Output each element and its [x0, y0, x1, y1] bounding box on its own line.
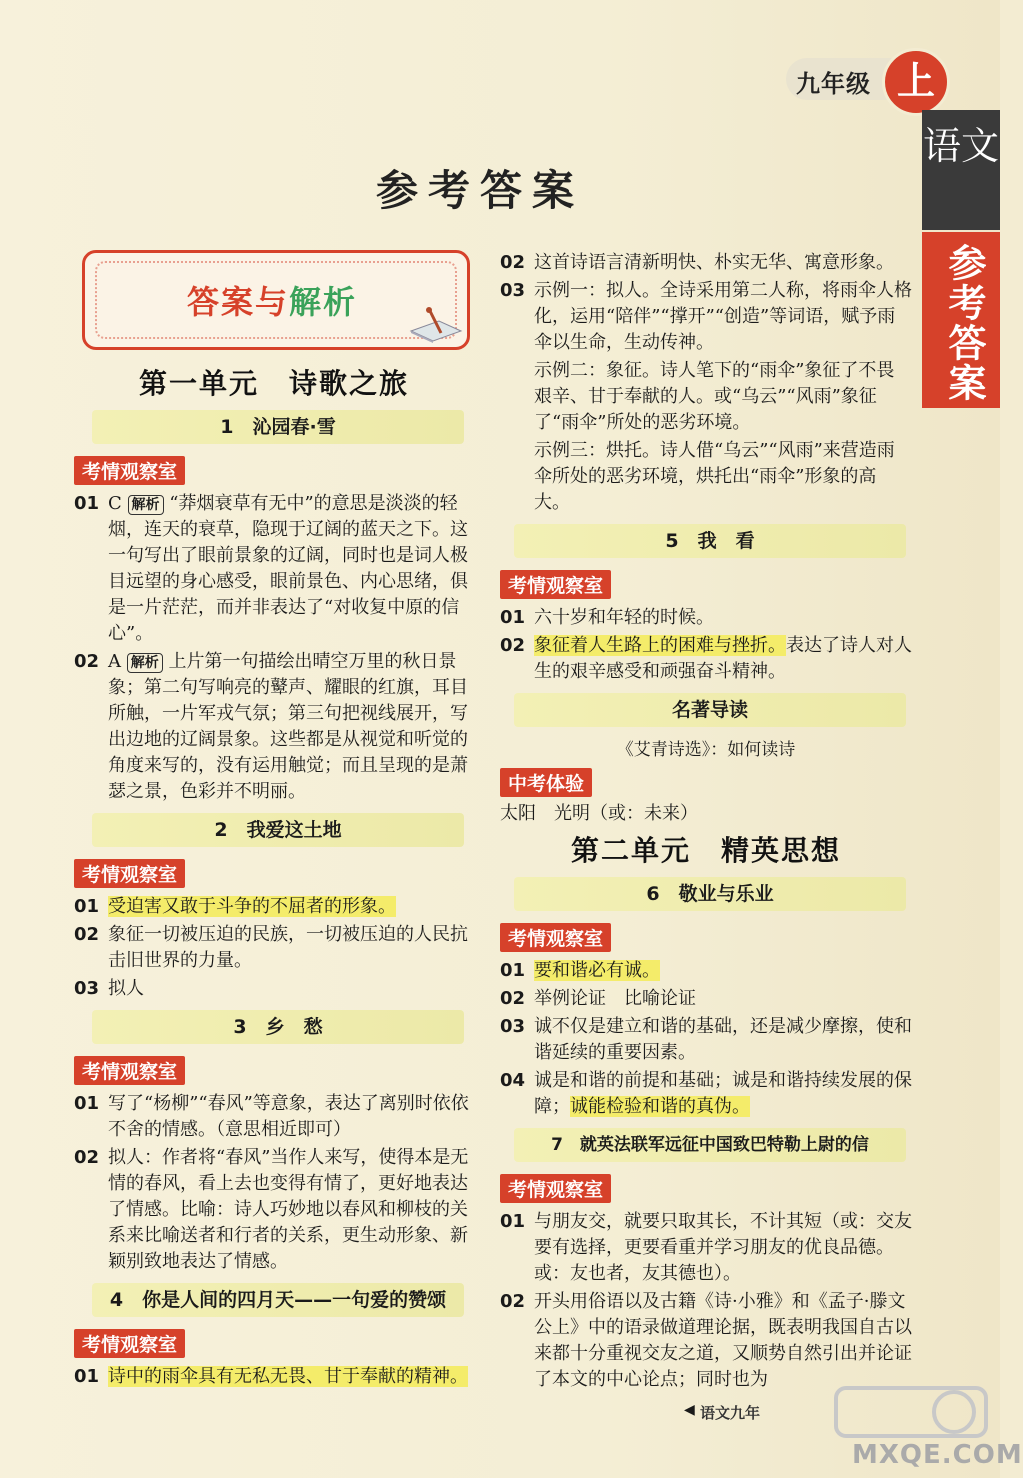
item-number: 03 — [500, 280, 526, 301]
answer-item — [74, 976, 474, 1002]
item-number: 01 — [74, 1093, 100, 1114]
item-number: 02 — [74, 651, 100, 672]
example-text: 示例二：象征。诗人笔下的“雨伞”象征了不畏艰辛、甘于奉献的人。或“乌云”“风雨”象征了“雨伞”所处的恶劣环境。 — [534, 360, 895, 433]
lesson-title: 5 我 看 — [514, 524, 906, 558]
section-tab: 参考答案 — [922, 232, 1000, 408]
analysis-tag: 解析 — [128, 495, 164, 515]
answer-text: 象征一切被压迫的民族，一切被压迫的人民抗击旧世界的力量。 — [108, 924, 468, 971]
item-number: 01 — [74, 896, 100, 917]
analysis-tag: 解析 — [127, 653, 163, 673]
example-text: 示例三：烘托。诗人借“乌云”“风雨”来营造雨伞所处的恶劣环境，烘托出“雨伞”形象的高大。 — [534, 440, 895, 513]
answer-text: 拟人 — [108, 978, 144, 999]
answer-item — [500, 250, 912, 276]
lesson-title: 1 沁园春·雪 — [92, 410, 464, 444]
subject-tab — [922, 110, 1000, 230]
lesson-title: 6 敬业与乐业 — [514, 877, 906, 911]
answer-item — [500, 1014, 912, 1066]
subject-label: 语文 — [922, 124, 999, 168]
answer-item — [74, 649, 474, 805]
lesson-title: 4 你是人间的四月天——一句爱的赞颂 — [92, 1283, 464, 1317]
item-number: 01 — [74, 1366, 100, 1387]
highlighted-text: 诚能检验和谐的真伪。 — [570, 1096, 750, 1117]
answer-item — [500, 1209, 912, 1287]
answer-text: 诚不仅是建立和谐的基础，还是减少摩擦，使和谐延续的重要因素。 — [534, 1016, 912, 1063]
term-circle: 上 — [882, 48, 950, 116]
item-number: 02 — [500, 635, 526, 656]
unit-title: 第一单元 诗歌之旅 — [138, 367, 409, 400]
section-badge: 考情观察室 — [500, 1174, 611, 1203]
lesson-title: 2 我爱这土地 — [92, 813, 464, 847]
left-column — [74, 240, 474, 1392]
answer-text: 写了“杨柳”“春风”等意象，表达了离别时依依不舍的情感。（意思相近即可） — [108, 1093, 469, 1140]
item-number: 02 — [74, 1147, 100, 1168]
unit-title: 第二单元 精英思想 — [570, 834, 841, 867]
answer-text: 示例一：拟人。全诗采用第二人称，将雨伞人格化，运用“陪伴”“撑开”“创造”等词语，赋予雨伞以生命，生动传神。 — [534, 280, 912, 353]
answer-item — [74, 922, 474, 974]
item-number: 01 — [500, 607, 526, 628]
answer-text: 要和谐必有诚。 — [534, 960, 660, 981]
item-number: 02 — [500, 252, 526, 273]
item-number: 02 — [500, 1291, 526, 1312]
section-badge: 考情观察室 — [500, 923, 611, 952]
answer-item — [500, 958, 912, 984]
item-number: 02 — [74, 924, 100, 945]
item-number: 03 — [74, 978, 100, 999]
reading-subtitle: 《艾青诗选》：如何读诗 — [616, 740, 796, 760]
grade-label: 九年级 — [796, 70, 871, 98]
answer-text: 拟人：作者将“春风”当作人来写，使得本是无情的春风，看上去也变得有情了，更好地表达了情感。比喻：诗人巧妙地以春风和柳枝的关系来比喻送者和行者的关系，更生动形象、新颖别致地表达了情感。 — [108, 1147, 469, 1272]
answer-item — [500, 605, 912, 631]
reading-answer: 太阳 光明（或：未来） — [500, 803, 698, 824]
section-badge: 考情观察室 — [74, 456, 185, 485]
answer-item — [74, 1145, 474, 1275]
item-number: 01 — [500, 960, 526, 981]
page-title: 参考答案 — [375, 166, 584, 215]
highlighted-text: 象征着人生路上的困难与挫折。 — [534, 635, 786, 656]
item-number: 01 — [500, 1211, 526, 1232]
answer-text: 诗中的雨伞具有无私无畏、甘于奉献的精神。 — [108, 1366, 468, 1387]
answer-item — [500, 1068, 912, 1120]
answer-text: 诚是和谐的前提和基础；诚是和谐持续发展的保障； — [534, 1070, 912, 1117]
answer-text: 这首诗语言清新明快、朴实无华、寓意形象。 — [534, 252, 894, 273]
watermark-text: MXQE.COM — [852, 1440, 1023, 1470]
answer-item — [74, 894, 474, 920]
answer-text: 与朋友交，就要只取其长，不计其短（或：交友要有选择，更要看重并学习朋友的优良品德。或：友也者，友其德也）。 — [534, 1211, 912, 1284]
answer-choice: C — [108, 493, 122, 514]
answer-item — [74, 1364, 474, 1390]
answer-choice: A — [108, 651, 121, 672]
answer-text: 受迫害又敢于斗争的不屈者的形象。 — [108, 896, 396, 917]
item-number: 01 — [74, 493, 100, 514]
section-badge: 考情观察室 — [74, 1056, 185, 1085]
book-icon — [409, 307, 463, 343]
right-column — [500, 248, 912, 1395]
answer-item — [74, 491, 474, 647]
answer-text: 六十岁和年轻的时候。 — [534, 607, 714, 628]
banner-title: 答案与解析 — [187, 283, 358, 321]
item-number: 03 — [500, 1016, 526, 1037]
section-badge: 考情观察室 — [74, 859, 185, 888]
section-badge: 中考体验 — [500, 768, 592, 797]
page-arrow-icon: ◀ — [684, 1402, 695, 1418]
lesson-title: 7 就英法联军远征中国致巴特勒上尉的信 — [514, 1128, 906, 1162]
reading-title: 名著导读 — [514, 693, 906, 727]
item-number: 02 — [500, 988, 526, 1009]
answer-banner — [82, 250, 470, 350]
answer-text: 表达了诗人对人生的艰辛感受和顽强奋斗精神。 — [534, 635, 912, 682]
footer-label: 语文九年 — [700, 1404, 761, 1422]
item-number: 04 — [500, 1070, 526, 1091]
answer-text: 举例论证 比喻论证 — [534, 988, 696, 1009]
section-badge: 考情观察室 — [500, 570, 611, 599]
answer-item — [500, 986, 912, 1012]
answer-text: 上片第一句描绘出晴空万里的秋日景象；第二句写响亮的鼙声、耀眼的红旗，耳目所触，一片军戎气氛；第三句把视线展开，写出边地的辽阔景象。这些都是从视觉和听觉的角度来写的，没有运用触觉；而且呈现的是萧瑟之景，色彩并不明丽。 — [108, 651, 468, 802]
lesson-title: 3 乡 愁 — [92, 1010, 464, 1044]
answer-text: “莽烟衰草有无中”的意思是淡淡的轻烟，连天的衰草，隐现于辽阔的蓝天之下。这一句写出了眼前景象的辽阔，同时也是词人极目远望的身心感受，眼前景色、内心思绪，俱是一片茫茫，而并非表达了“对收复中原的信心”。 — [108, 493, 468, 644]
answer-item — [74, 1091, 474, 1143]
answer-text: 开头用俗语以及古籍《诗·小雅》和《孟子·滕文公上》中的语录做道理论据，既表明我国自古以来都十分重视交友之道，又顺势自然引出并论证了本文的中心论点；同时也为 — [534, 1291, 912, 1390]
answer-item — [500, 278, 912, 356]
section-badge: 考情观察室 — [74, 1329, 185, 1358]
answer-item — [500, 633, 912, 685]
answer-item — [500, 1289, 912, 1393]
